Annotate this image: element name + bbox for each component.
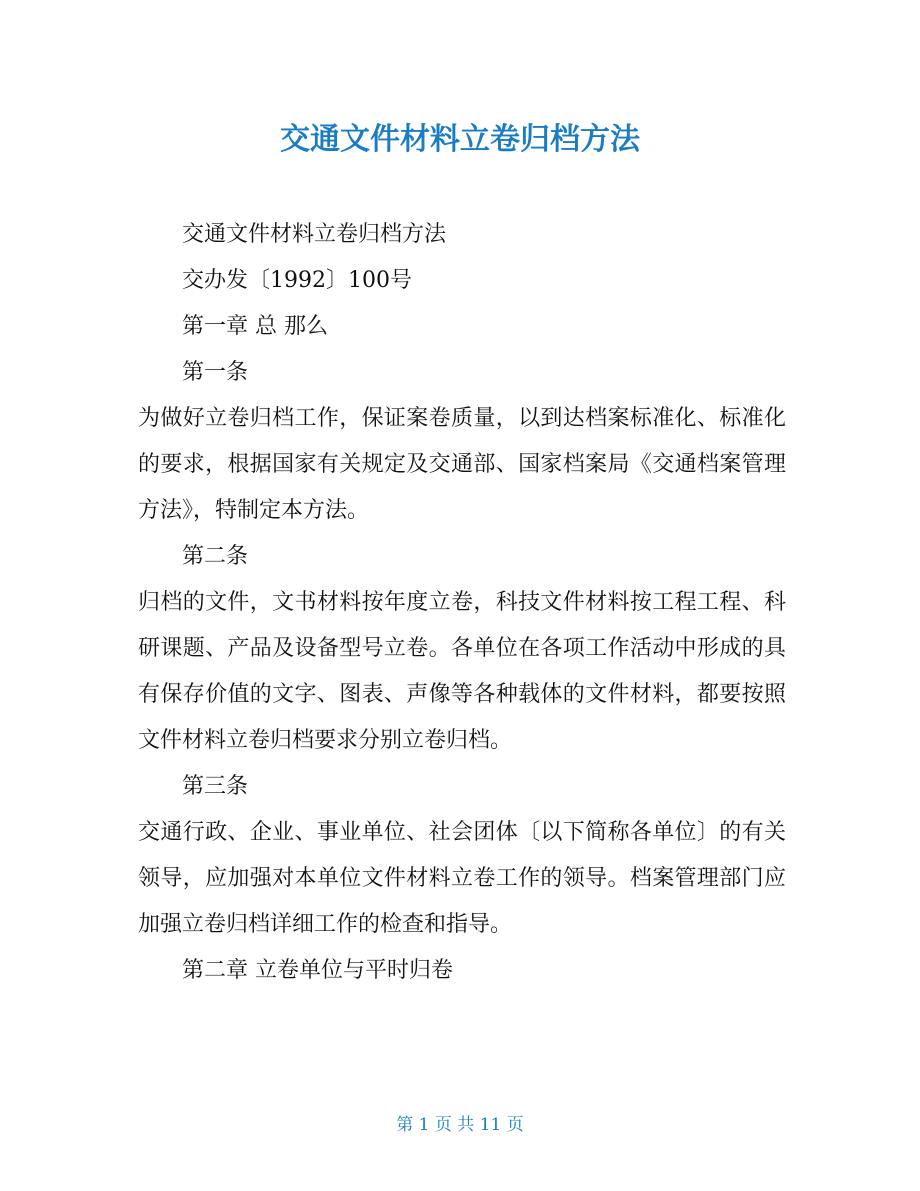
chapter-2-heading: 第二章 立卷单位与平时归卷 bbox=[182, 958, 453, 983]
document-number: 交办发〔1992〕100号 bbox=[182, 268, 412, 293]
article-1-heading: 第一条 bbox=[182, 360, 249, 385]
article-2-heading: 第二条 bbox=[182, 544, 249, 569]
page-footer: 第 1 页 共 11 页 bbox=[396, 1115, 524, 1135]
article-3-heading: 第三条 bbox=[182, 774, 249, 799]
article-3-text: 交通行政、企业、事业单位、社会团体〔以下简称各单位〕的有关领导，应加强对本单位文件材料立卷工作的领导。档案管理部门应加强立卷归档详细工作的检查和指导。 bbox=[138, 820, 786, 937]
document-body bbox=[138, 212, 786, 994]
subtitle-line: 交通文件材料立卷归档方法 bbox=[182, 222, 447, 247]
chapter-1-heading: 第一章 总 那么 bbox=[182, 314, 328, 339]
document-title: 交通文件材料立卷归档方法 bbox=[280, 122, 640, 157]
article-1-text: 为做好立卷归档工作，保证案卷质量，以到达档案标准化、标准化的要求，根据国家有关规定及交通部、国家档案局《交通档案管理方法》，特制定本方法。 bbox=[138, 406, 786, 523]
article-2-text: 归档的文件，文书材料按年度立卷，科技文件材料按工程工程、科研课题、产品及设备型号立卷。各单位在各项工作活动中形成的具有保存价值的文字、图表、声像等各种载体的文件材料，都要按照文件材料立卷归档要求分别立卷归档。 bbox=[138, 590, 786, 753]
